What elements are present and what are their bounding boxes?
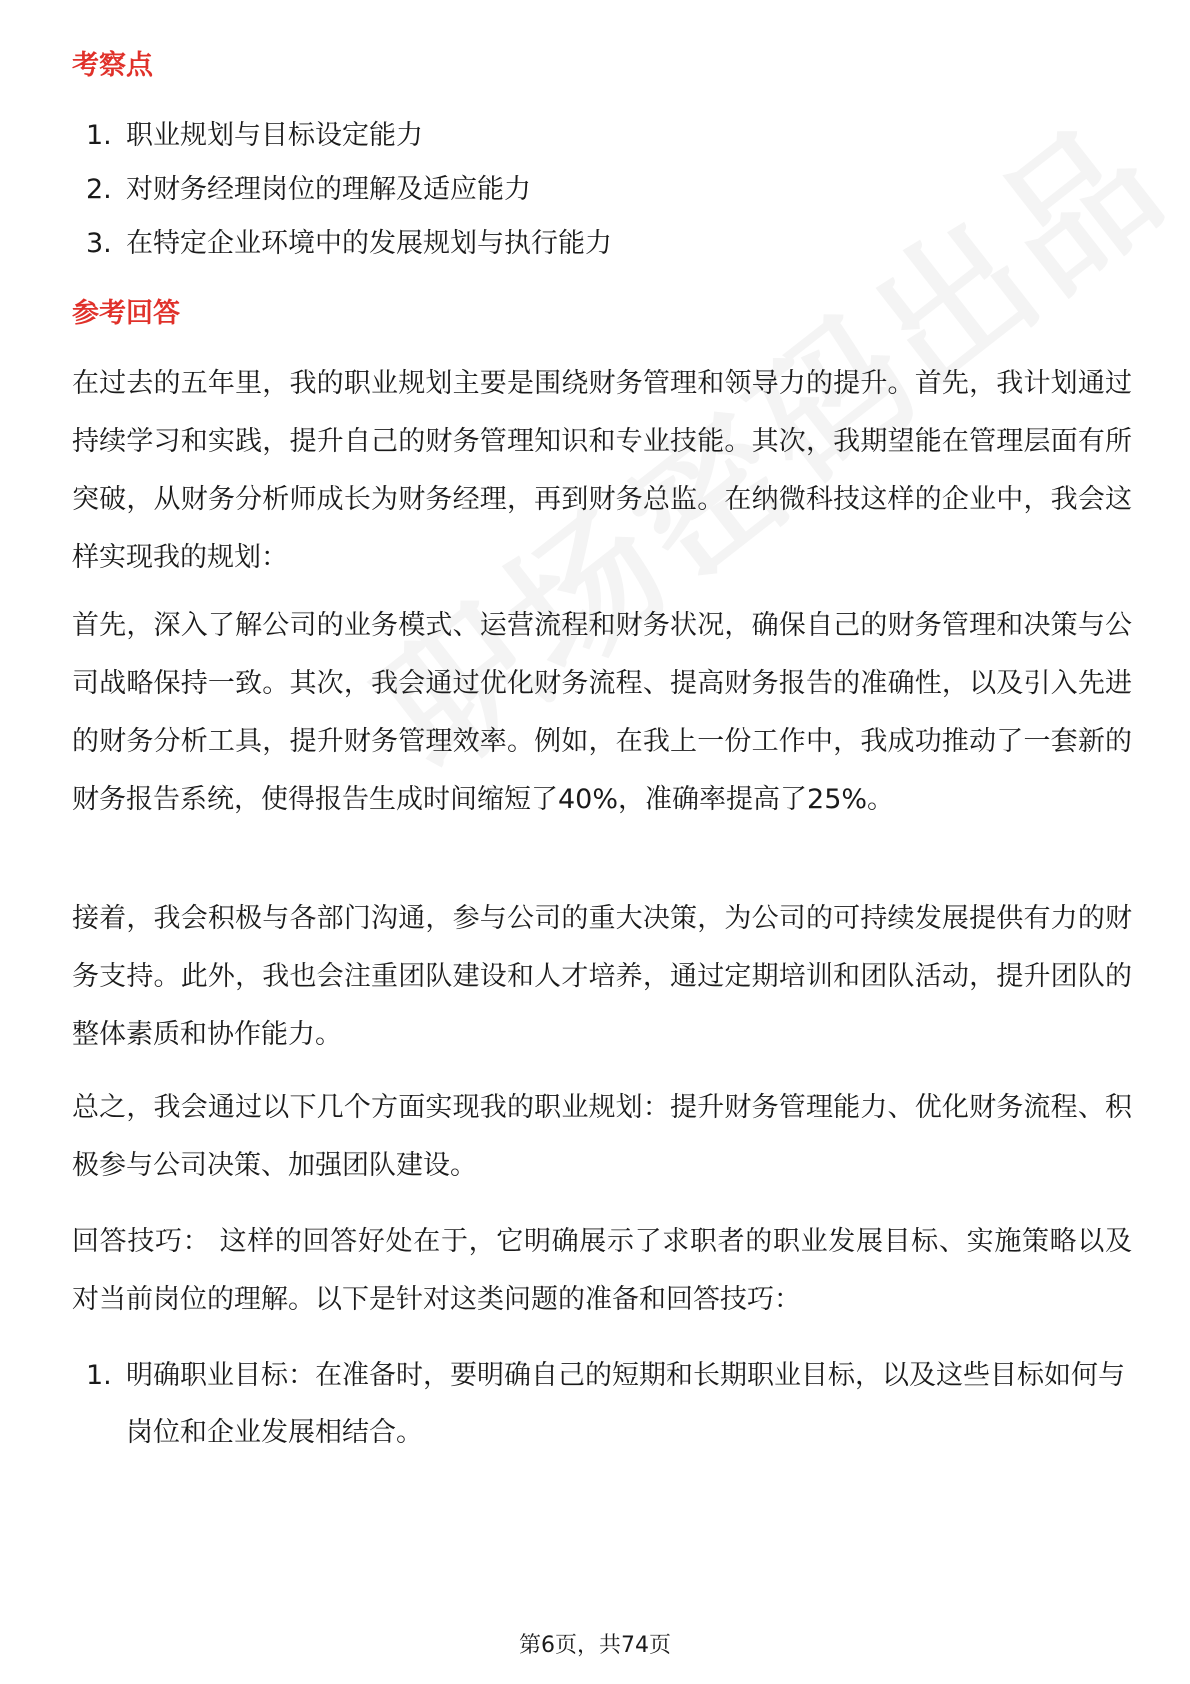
list-text: 明确职业目标：在准备时，要明确自己的短期和长期职业目标，以及这些目标如何与岗位和企业发展相结合。 [126,1360,1125,1448]
list-text: 职业规划与目标设定能力 [126,120,423,151]
points-heading: 考察点 [72,50,153,81]
page-number: 第6页，共74页 [519,1633,671,1658]
list-number: 1. [86,120,112,151]
tips-intro-paragraph: 回答技巧： 这样的回答好处在于，它明确展示了求职者的职业发展目标、实施策略以及对当前岗位的理解。以下是针对这类问题的准备和回答技巧： [72,1226,1132,1315]
list-item [72,107,1132,165]
answer-paragraph: 总之，我会通过以下几个方面实现我的职业规划：提升财务管理能力、优化财务流程、积极参与公司决策、加强团队建设。 [72,1092,1132,1181]
list-item [72,1347,1132,1461]
list-text: 对财务经理岗位的理解及适应能力 [126,174,531,205]
answer-paragraph: 在过去的五年里，我的职业规划主要是围绕财务管理和领导力的提升。首先，我计划通过持续学习和实践，提升自己的财务管理知识和专业技能。其次，我期望能在管理层面有所突破，从财务分析师成长为财务经理，再到财务总监。在纳微科技这样的企业中，我会这样实现我的规划： [72,368,1132,573]
list-number: 3. [86,228,112,259]
list-number: 2. [86,174,112,205]
list-item [72,161,1132,219]
answer-paragraph: 首先，深入了解公司的业务模式、运营流程和财务状况，确保自己的财务管理和决策与公司战略保持一致。其次，我会通过优化财务流程、提高财务报告的准确性，以及引入先进的财务分析工具，提升财务管理效率。例如，在我上一份工作中，我成功推动了一套新的财务报告系统，使得报告生成时间缩短了40%，准确率提高了25%。 [72,610,1132,815]
answer-heading: 参考回答 [72,298,180,329]
tips-list [72,1347,1132,1461]
answer-paragraph: 接着，我会积极与各部门沟通，参与公司的重大决策，为公司的可持续发展提供有力的财务支持。此外，我也会注重团队建设和人才培养，通过定期培训和团队活动，提升团队的整体素质和协作能力。 [72,903,1132,1050]
points-list [72,107,1132,273]
list-number: 1. [86,1360,112,1391]
list-text: 在特定企业环境中的发展规划与执行能力 [126,228,612,259]
list-item [72,215,1132,273]
